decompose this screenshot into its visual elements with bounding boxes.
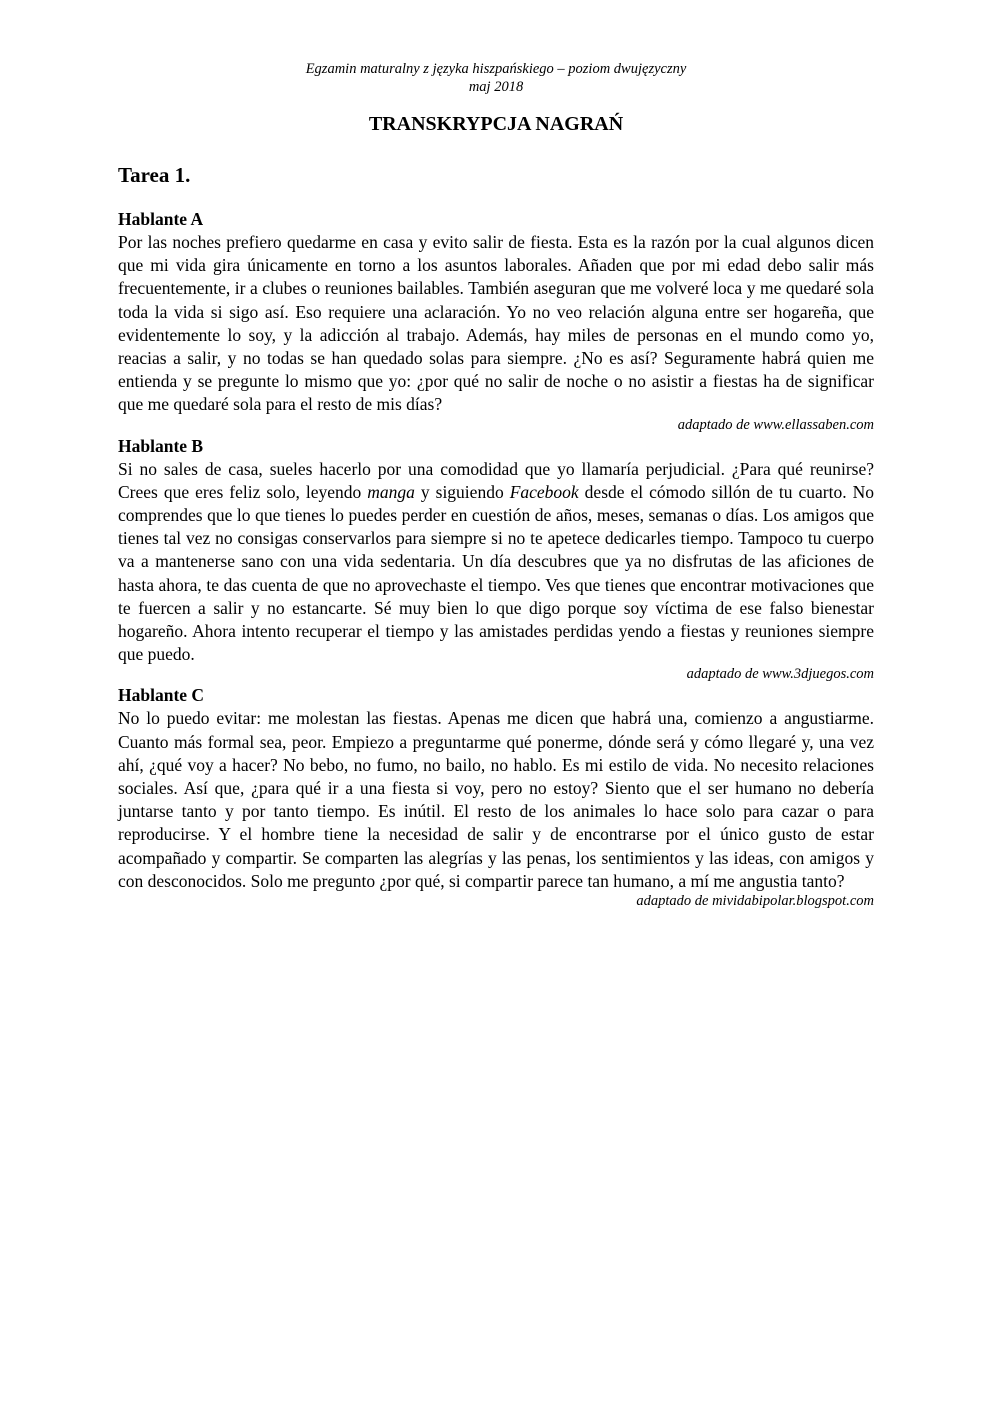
speaker-section-a xyxy=(118,208,874,435)
source-citation: adaptado de mividabipolar.blogspot.com xyxy=(636,893,874,910)
transcript-emphasis: Facebook xyxy=(509,481,579,502)
speaker-heading: Hablante B xyxy=(118,435,204,456)
transcript-text: Si no sales de casa, sueles hacerlo por una comodidad que yo llamaría perjudicial. ¿Para qué reunirse? Crees que eres feliz solo, leyendo xyxy=(118,458,874,502)
source-citation: adaptado de www.3djuegos.com xyxy=(686,666,874,683)
speaker-heading: Hablante A xyxy=(118,209,204,229)
document-title: TRANSKRYPCJA NAGRAŃ xyxy=(368,113,624,135)
speaker-transcript: No lo puedo evitar: me molestan las fiestas. Apenas me dicen que habrá una, comienzo a angustiarme. Cuanto más formal sea, peor. Empiezo a preguntarme qué ponerme, dónde será y cómo llegaré y, una vez ahí, ¿qué voy a hacer? No bebo, no fumo, no bailo, no hablo. Es mi estilo de vida. No necesito relaciones sociales. Así que, ¿para qué ir a una fiesta si voy, pero no estoy? Siento que el ser humano no debería juntarse tanto y por tanto tiempo. Es inútil. El resto de los animales lo hace solo para cazar o para reproducirse. Y el hombre tiene la necesidad de salir y de encontrarse por el único gusto de estar acompañado y compartir. Se comparten las alegrías y las penas, los sentimientos y las ideas, con amigos y con desconocidos. Solo me pregunto ¿por qué, si compartir parece tan humano, a mí me angustia tanto? xyxy=(118,708,874,891)
exam-header xyxy=(118,60,874,96)
speaker-section-b xyxy=(118,435,874,685)
speaker-transcript xyxy=(118,458,874,667)
exam-header-line1: Egzamin maturalny z języka hiszpańskiego – poziom dwujęzyczny xyxy=(305,61,687,77)
speaker-section-c xyxy=(118,684,874,911)
speaker-heading: Hablante C xyxy=(118,685,205,706)
transcript-text: y siguiendo xyxy=(414,481,510,502)
exam-header-line2: maj 2018 xyxy=(468,79,524,95)
document-page xyxy=(118,60,874,911)
task-heading: Tarea 1. xyxy=(118,163,191,187)
speaker-transcript: Por las noches prefiero quedarme en casa y evito salir de fiesta. Esta es la razón por la cual algunos dicen que mi vida gira únicamente en torno a los asuntos laborales. Añaden que por mi edad debo salir más frecuentemente, ir a clubes o reuniones bailables. También aseguran que me volveré loca y me quedaré sola toda la vida si sigo así. Eso requiere una aclaración. Yo no veo relación alguna entre ser hogareña, que evidentemente lo soy, y la adicción al trabajo. Además, hay miles de personas en el mundo como yo, reacias a salir, y no todas se han quedado solas para siempre. ¿No es así? Seguramente habrá quien me entienda y se pregunte lo mismo que yo: ¿por qué no salir de noche o no asistir a fiestas ha de significar que me quedaré sola para el resto de mis días? xyxy=(118,232,874,415)
source-citation: adaptado de www.ellassaben.com xyxy=(677,416,874,433)
transcript-text: desde el cómodo sillón de tu cuarto. No comprendes que lo que tienes lo puedes perder en cuestión de años, meses, semanas o días. Los amigos que tienes tal vez no consigas conservarlos para siempre si no te apetece dedicarles tiempo. Tampoco tu cuerpo va a mantenerse sano con una vida sedentaria. Un día descubres que ya no disfrutas de las aficiones de hasta ahora, te das cuenta de que no aprovechaste el tiempo. Ves que tienes que encontrar motivaciones que te fuercen a salir y no estancarte. Sé muy bien lo que digo porque soy víctima de ese falso bienestar hogareño. Ahora intento recuperar el tiempo y las amistades perdidas yendo a fiestas y reuniones siempre que puedo. xyxy=(118,481,874,665)
transcript-emphasis: manga xyxy=(367,481,415,502)
